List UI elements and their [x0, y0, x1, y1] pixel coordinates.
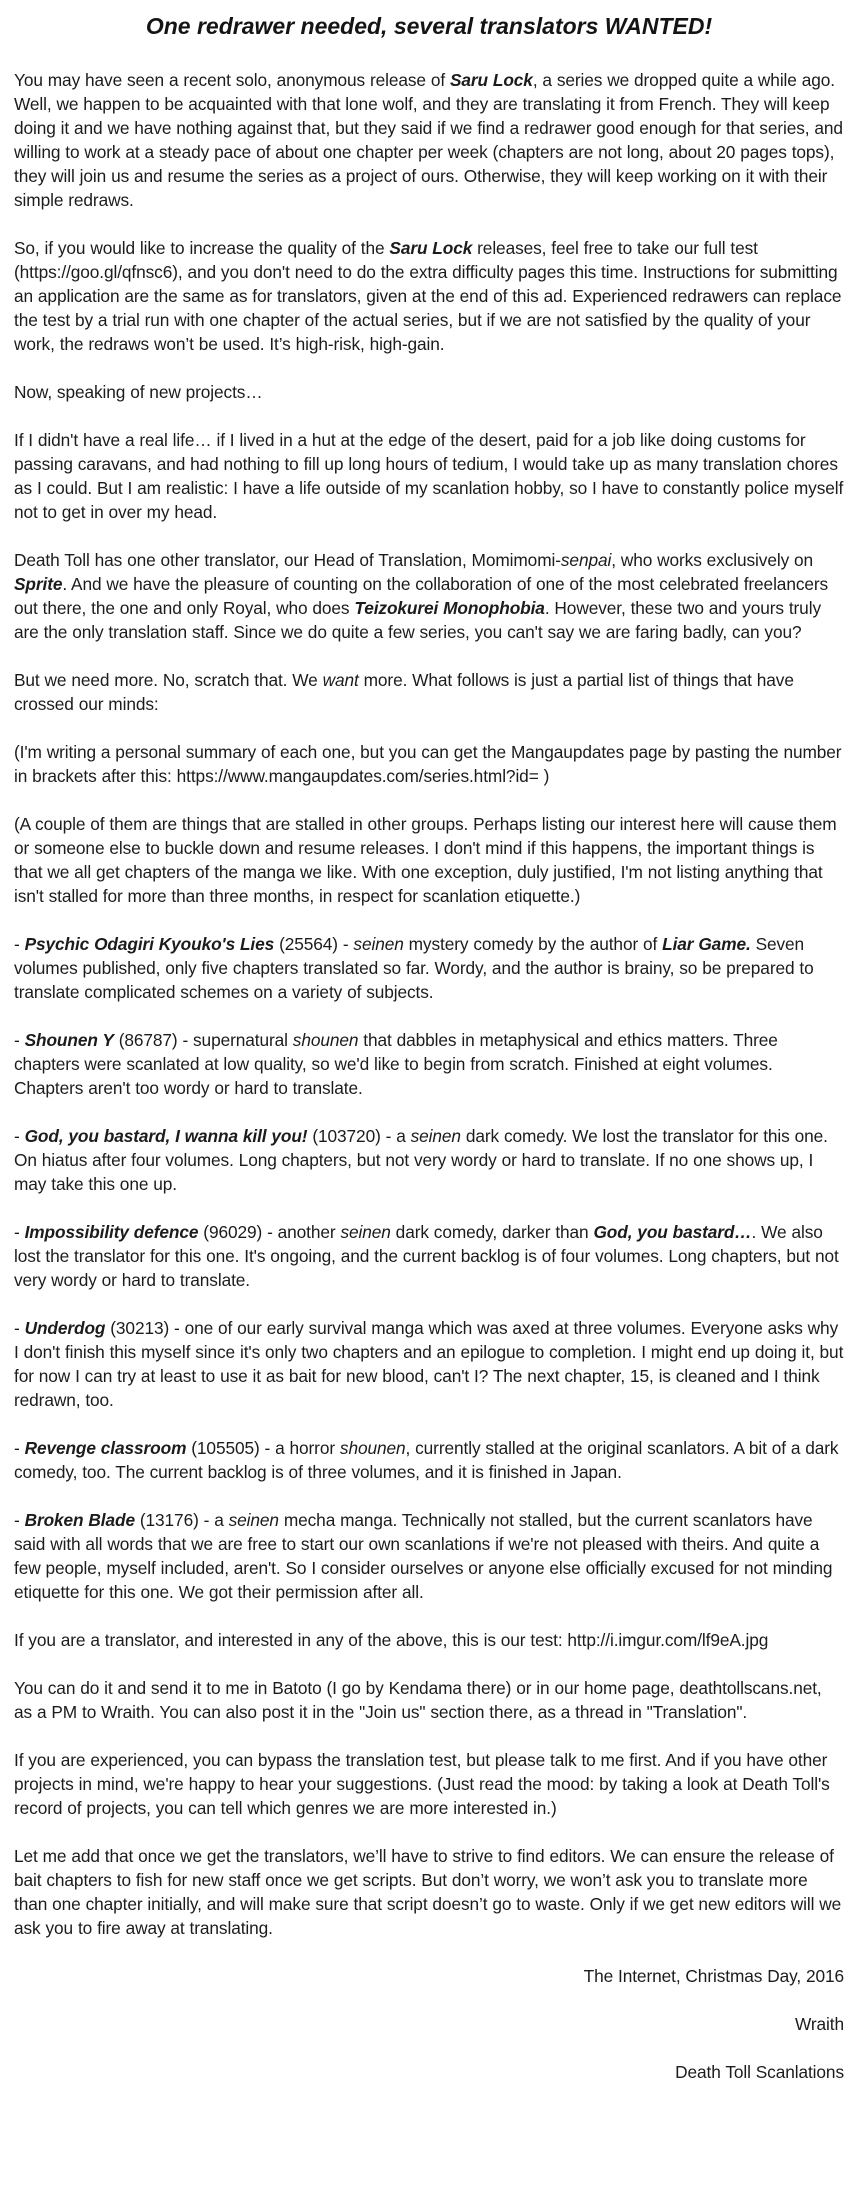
paragraph [14, 1844, 844, 1940]
paragraph [14, 1220, 844, 1292]
text-run: dark comedy, darker than [390, 1222, 594, 1242]
text-run: If I didn't have a real life… if I lived in a hut at the edge of the desert, paid for a job like doing customs for passing caravans, and had nothing to fill up long hours of tedium, I would take up as many translation chores as I could. But I am realistic: I have a life outside of my scanlation hobby, so I have to constantly police myself not to get in over my head. [14, 430, 844, 522]
text-run: Death Toll has one other translator, our Head of Translation, Momimomi- [14, 550, 561, 570]
text-run: Now, speaking of new projects… [14, 382, 263, 402]
text-run: (96029) - another [198, 1222, 341, 1242]
text-run: seinen [340, 1222, 391, 1242]
paragraph [14, 1316, 844, 1412]
text-run: Sprite [14, 574, 63, 594]
paragraph [14, 1676, 844, 1724]
text-run: . However, these two and yours truly are the only translation staff. Since we do quite a few series, you can't say we are faring badly, can you? [14, 598, 821, 642]
text-run: , currently stalled at the original scanlators. A bit of a dark comedy, too. The current backlog is of three volumes, and it is finished in Japan. [14, 1438, 839, 1482]
text-run: - [14, 1438, 25, 1458]
text-run: - [14, 1126, 25, 1146]
signature-date-line: The Internet, Christmas Day, 2016 [583, 1966, 844, 1986]
paragraph [14, 1436, 844, 1484]
text-run: mecha manga. Technically not stalled, but the current scanlators have said with all words that we are free to start our own scanlations if we're not pleased with theirs. And quite a few people, myself included, aren't. So I consider ourselves or anyone else officially excused for not minding etiquette for this one. We got their permission after all. [14, 1510, 833, 1602]
paragraph [14, 380, 844, 404]
text-run: - [14, 1030, 25, 1050]
paragraph [14, 932, 844, 1004]
paragraph [14, 236, 844, 356]
text-run: seinen [228, 1510, 279, 1530]
paragraph [14, 740, 844, 788]
text-run: seinen [353, 934, 404, 954]
text-run: shounen [339, 1438, 406, 1458]
text-run: Shounen Y [24, 1030, 114, 1050]
text-run: Let me add that once we get the translators, we’ll have to strive to find editors. We can ensure the release of bait chapters to fish for new staff once we get scripts. But don’t worry, we won’t ask you to translate more than one chapter initially, and will make sure that script doesn’t go to waste. Only if we get new editors will we ask you to fire away at translating. [14, 1846, 842, 1938]
paragraph [14, 1748, 844, 1820]
text-run: God, you bastard… [593, 1222, 752, 1242]
text-run: , who works exclusively on [611, 550, 814, 570]
text-run: dark comedy. We lost the translator for this one. On hiatus after four volumes. Long chapters, but not very wordy or hard to translate. If no one shows up, I may take this one up. [14, 1126, 828, 1194]
paragraph [14, 812, 844, 908]
text-run: Revenge classroom [24, 1438, 187, 1458]
text-run: (I'm writing a personal summary of each one, but you can get the Mangaupdates page by pasting the number in brackets after this: https://www.mangaupdates.com/series.html?id= ) [14, 742, 842, 786]
signature-group-line: Death Toll Scanlations [675, 2062, 844, 2082]
text-run: God, you bastard, I wanna kill you! [24, 1126, 308, 1146]
text-run: If you are a translator, and interested in any of the above, this is our test: http://i.imgur.com/lf9eA.jpg [14, 1630, 769, 1650]
text-run: mystery comedy by the author of [403, 934, 663, 954]
text-run: . And we have the pleasure of counting on the collaboration of one of the most celebrated freelancers out there, the one and only Royal, who does [14, 574, 829, 618]
text-run: releases, feel free to take our full test (https://goo.gl/qfnsc6), and you don't need to do the extra difficulty pages this time. Instructions for submitting an application are the same as for translators, given at the end of this ad. Experienced redrawers can replace the test by a trial run with one chapter of the actual series, but if we are not satisfied by the quality of your work, the redraws won’t be used. It’s high-risk, high-gain. [14, 238, 842, 354]
text-run: Liar Game. [662, 934, 751, 954]
text-run: Psychic Odagiri Kyouko's Lies [24, 934, 275, 954]
text-run: (103720) - a [307, 1126, 411, 1146]
text-run: (86787) - supernatural [113, 1030, 293, 1050]
text-run: Broken Blade [24, 1510, 135, 1530]
paragraph [14, 428, 844, 524]
text-run: - [14, 1510, 25, 1530]
page-title: One redrawer needed, several translators WANTED! [145, 13, 713, 39]
text-run: (25564) - [274, 934, 354, 954]
text-run: Teizokurei Monophobia [354, 598, 545, 618]
text-run: that dabbles in metaphysical and ethics matters. Three chapters were scanlated at low quality, so we'd like to begin from scratch. Finished at eight volumes. Chapters aren't too wordy or hard to translate. [14, 1030, 778, 1098]
text-run: Underdog [24, 1318, 106, 1338]
text-run: But we need more. No, scratch that. We [14, 670, 323, 690]
paragraph [14, 1124, 844, 1196]
text-run: If you are experienced, you can bypass the translation test, but please talk to me first. And if you have other projects in mind, we're happy to hear your suggestions. (Just read the mood: by taking a look at Death Toll's record of projects, you can tell which genres we are more interested in.) [14, 1750, 830, 1818]
paragraph [14, 68, 844, 212]
paragraph [14, 1628, 844, 1652]
text-run: - [14, 1318, 25, 1338]
text-run: , a series we dropped quite a while ago. Well, we happen to be acquainted with that lone wolf, and they are translating it from French. They will keep doing it and we have nothing against that, but they said if we find a redrawer good enough for that series, and willing to work at a steady pace of about one chapter per week (chapters are not long, about 20 pages tops), they will join us and resume the series as a project of ours. Otherwise, they will keep working on it with their simple redraws. [14, 70, 843, 210]
text-run: So, if you would like to increase the quality of the [14, 238, 390, 258]
paragraph [14, 1028, 844, 1100]
text-run: want [322, 670, 359, 690]
paragraph [14, 1508, 844, 1604]
text-run: Saru Lock [449, 70, 533, 90]
text-run: Saru Lock [389, 238, 473, 258]
signature-author-line: Wraith [794, 2014, 844, 2034]
text-run: (A couple of them are things that are stalled in other groups. Perhaps listing our interest here will cause them or someone else to buckle down and resume releases. I don't mind if this happens, the important things is that we all get chapters of the manga we like. With one exception, duly justified, I'm not listing anything that isn't stalled for more than three months, in respect for scanlation etiquette.) [14, 814, 837, 906]
text-run: (13176) - a [134, 1510, 229, 1530]
text-run: (105505) - a horror [186, 1438, 340, 1458]
text-run: You can do it and send it to me in Batoto (I go by Kendama there) or in our home page, deathtollscans.net, as a PM to Wraith. You can also post it in the "Join us" section there, as a thread in "Translation". [14, 1678, 822, 1722]
text-run: senpai [560, 550, 612, 570]
document-body [14, 68, 844, 1940]
paragraph [14, 668, 844, 716]
text-run: - [14, 1222, 25, 1242]
text-run: (30213) - one of our early survival manga which was axed at three volumes. Everyone asks why I don't finish this myself since it's only two chapters and an epilogue to completion. I might end up doing it, but for now I can try at least to use it as bait for new blood, can't I? The next chapter, 15, is cleaned and I think redrawn, too. [14, 1318, 844, 1410]
text-run: Impossibility defence [24, 1222, 199, 1242]
text-run: Seven volumes published, only five chapters translated so far. Wordy, and the author is brainy, so be prepared to translate complicated schemes on a variety of subjects. [14, 934, 814, 1002]
text-run: shounen [292, 1030, 359, 1050]
text-run: - [14, 934, 25, 954]
text-run: You may have seen a recent solo, anonymous release of [14, 70, 450, 90]
paragraph [14, 548, 844, 644]
text-run: more. What follows is just a partial list of things that have crossed our minds: [14, 670, 794, 714]
text-run: seinen [410, 1126, 461, 1146]
text-run: . We also lost the translator for this one. It's ongoing, and the current backlog is of four volumes. Long chapters, but not very wordy or hard to translate. [14, 1222, 839, 1290]
